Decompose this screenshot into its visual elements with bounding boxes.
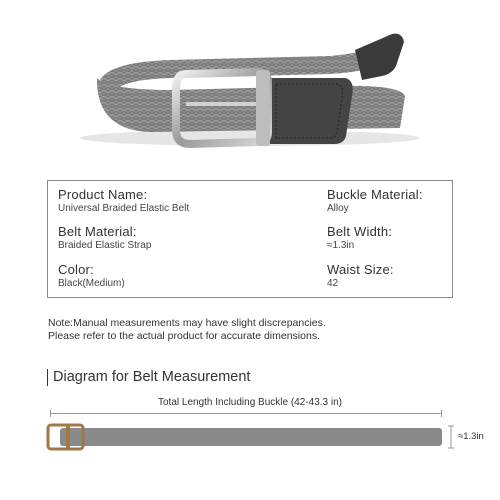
spec-product-name: [58, 187, 189, 215]
belt-material-label: Belt Material:: [58, 224, 137, 239]
disclaimer-note: [48, 317, 326, 343]
note-line-2: Please refer to the actual product for accurate dimensions.: [48, 330, 320, 342]
color-label: Color:: [58, 262, 94, 277]
waist-size-label: Waist Size:: [327, 262, 394, 277]
waist-size-value: 42: [327, 278, 339, 289]
belt-product-photo: [0, 0, 500, 165]
spec-waist-size: [327, 262, 394, 290]
note-line-1: Note:Manual measurements may have slight discrepancies.: [48, 317, 326, 329]
spec-buckle-material: [327, 187, 423, 215]
diagram-title: Diagram for Belt Measurement: [53, 369, 251, 385]
belt-diagram: [40, 420, 460, 452]
spec-belt-width: [327, 224, 392, 252]
spec-color: [58, 262, 125, 290]
length-measure-line: [50, 413, 442, 414]
length-tick-right: [441, 410, 442, 417]
diagram-title-bar: [47, 369, 48, 386]
belt-width-value: ≈1.3in: [327, 240, 355, 251]
diagram-strap: [60, 428, 442, 446]
buckle-material-value: Alloy: [327, 203, 349, 214]
length-label: Total Length Including Buckle (42-43.3 in): [157, 397, 342, 408]
product-name-value: Universal Braided Elastic Belt: [58, 203, 190, 214]
length-tick-left: [50, 410, 51, 417]
spec-belt-material: [58, 224, 151, 252]
buckle-material-label: Buckle Material:: [327, 187, 423, 202]
belt-width-label: Belt Width:: [327, 224, 393, 239]
color-value: Black(Medium): [58, 278, 125, 289]
product-name-label: Product Name:: [58, 187, 148, 202]
width-label: ≈1.3in: [458, 431, 484, 442]
diagram-buckle-prong: [66, 425, 70, 449]
belt-material-value: Braided Elastic Strap: [58, 240, 152, 251]
